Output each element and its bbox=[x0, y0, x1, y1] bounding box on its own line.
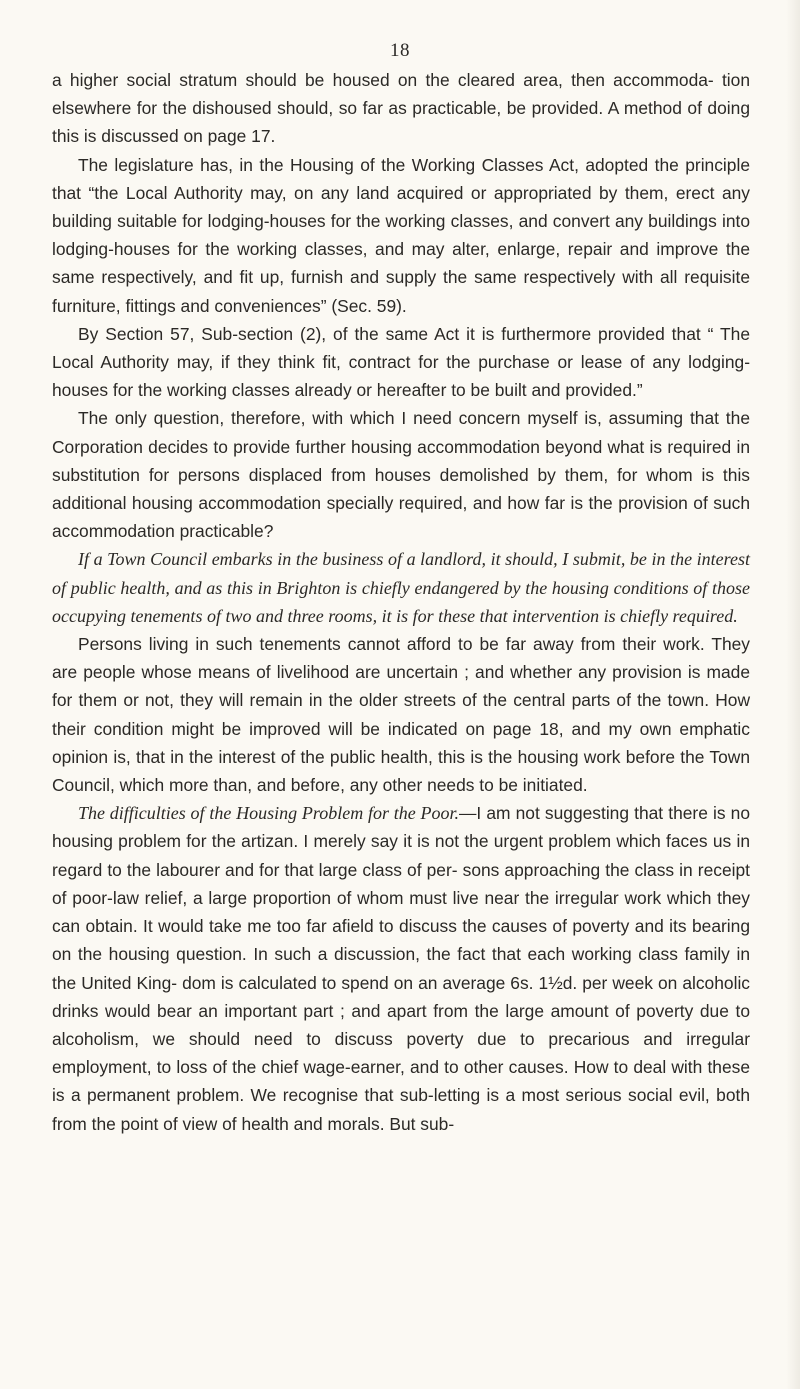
paragraph-1: a higher social stratum should be housed on the cleared area, then accommoda- tion elsewhere for the dishoused should, so far as practicable, be provided. A method of doing this is discussed on page 17. bbox=[52, 70, 750, 147]
body-text bbox=[52, 66, 750, 1138]
italic-statement: If a Town Council embarks in the business of a landlord, it should, I submit, be in the interest of public health, and as this in Brighton is chiefly endangered by the housing conditions of those occupying tenements of two and three rooms, it is for these that intervention is chiefly required. bbox=[52, 549, 750, 626]
paragraph-7 bbox=[52, 799, 750, 1137]
section-heading: The difficulties of the Housing Problem for the Poor. bbox=[78, 803, 460, 824]
page-number: 18 bbox=[390, 40, 410, 61]
paragraph-6: Persons living in such tenements cannot afford to be far away from their work. They are people whose means of livelihood are uncertain ; and whether any provision is made for them or not, they will remain in the older streets of the central parts of the town. How their condition might be improved will be indicated on page 18, and my own emphatic opinion is, that in the interest of the public health, this is the housing work before the Town Council, which more than, and before, any other needs to be initiated. bbox=[52, 634, 750, 796]
paragraph-4: The only question, therefore, with which I need concern myself is, assuming that the Corporation decides to provide further housing accommodation beyond what is required in substitution for persons displaced from houses demolished by them, for whom is this additional housing accommodation specially required, and how far is the provision of such accommodation practicable? bbox=[52, 408, 750, 542]
paragraph-5 bbox=[52, 545, 750, 630]
paragraph-7-text: —I am not suggesting that there is no housing problem for the artizan. I merely say it is not the urgent problem which faces us in regard to the labourer and for that large class of per- sons approaching the class in receipt of poor-law relief, a large proportion of whom must live near the irregular work which they can obtain. It would take me too far afield to discuss the causes of poverty and its bearing on the housing question. In such a discussion, the fact that each working class family in the United King- dom is calculated to spend on an average 6s. 1½d. per week on alcoholic drinks would bear an important part ; and apart from the large amount of poverty due to alcoholism, we should need to discuss poverty due to precarious and irregular employment, to loss of the chief wage-earner, and to other causes. How to deal with these is a permanent problem. We recognise that sub-letting is a most serious social evil, both from the point of view of health and morals. But sub- bbox=[52, 803, 751, 1134]
paragraph-3: By Section 57, Sub-section (2), of the same Act it is furthermore provided that “ The Local Authority may, if they think fit, contract for the purchase or lease of any lodging-houses for the working classes already or hereafter to be built and provided.” bbox=[52, 323, 750, 401]
page-edge-shadow bbox=[786, 0, 800, 1389]
paragraph-2: The legislature has, in the Housing of the Working Classes Act, adopted the principle that “the Local Authority may, on any land acquired or appropriated by them, erect any building suitable for lodging-houses for the working classes, and convert any buildings into lodging-houses for the working classes, and may alter, enlarge, repair and improve the same respectively, and fit up, furnish and supply the same respectively with all requisite furniture, fittings and conveniences” (Sec. 59). bbox=[52, 154, 750, 316]
